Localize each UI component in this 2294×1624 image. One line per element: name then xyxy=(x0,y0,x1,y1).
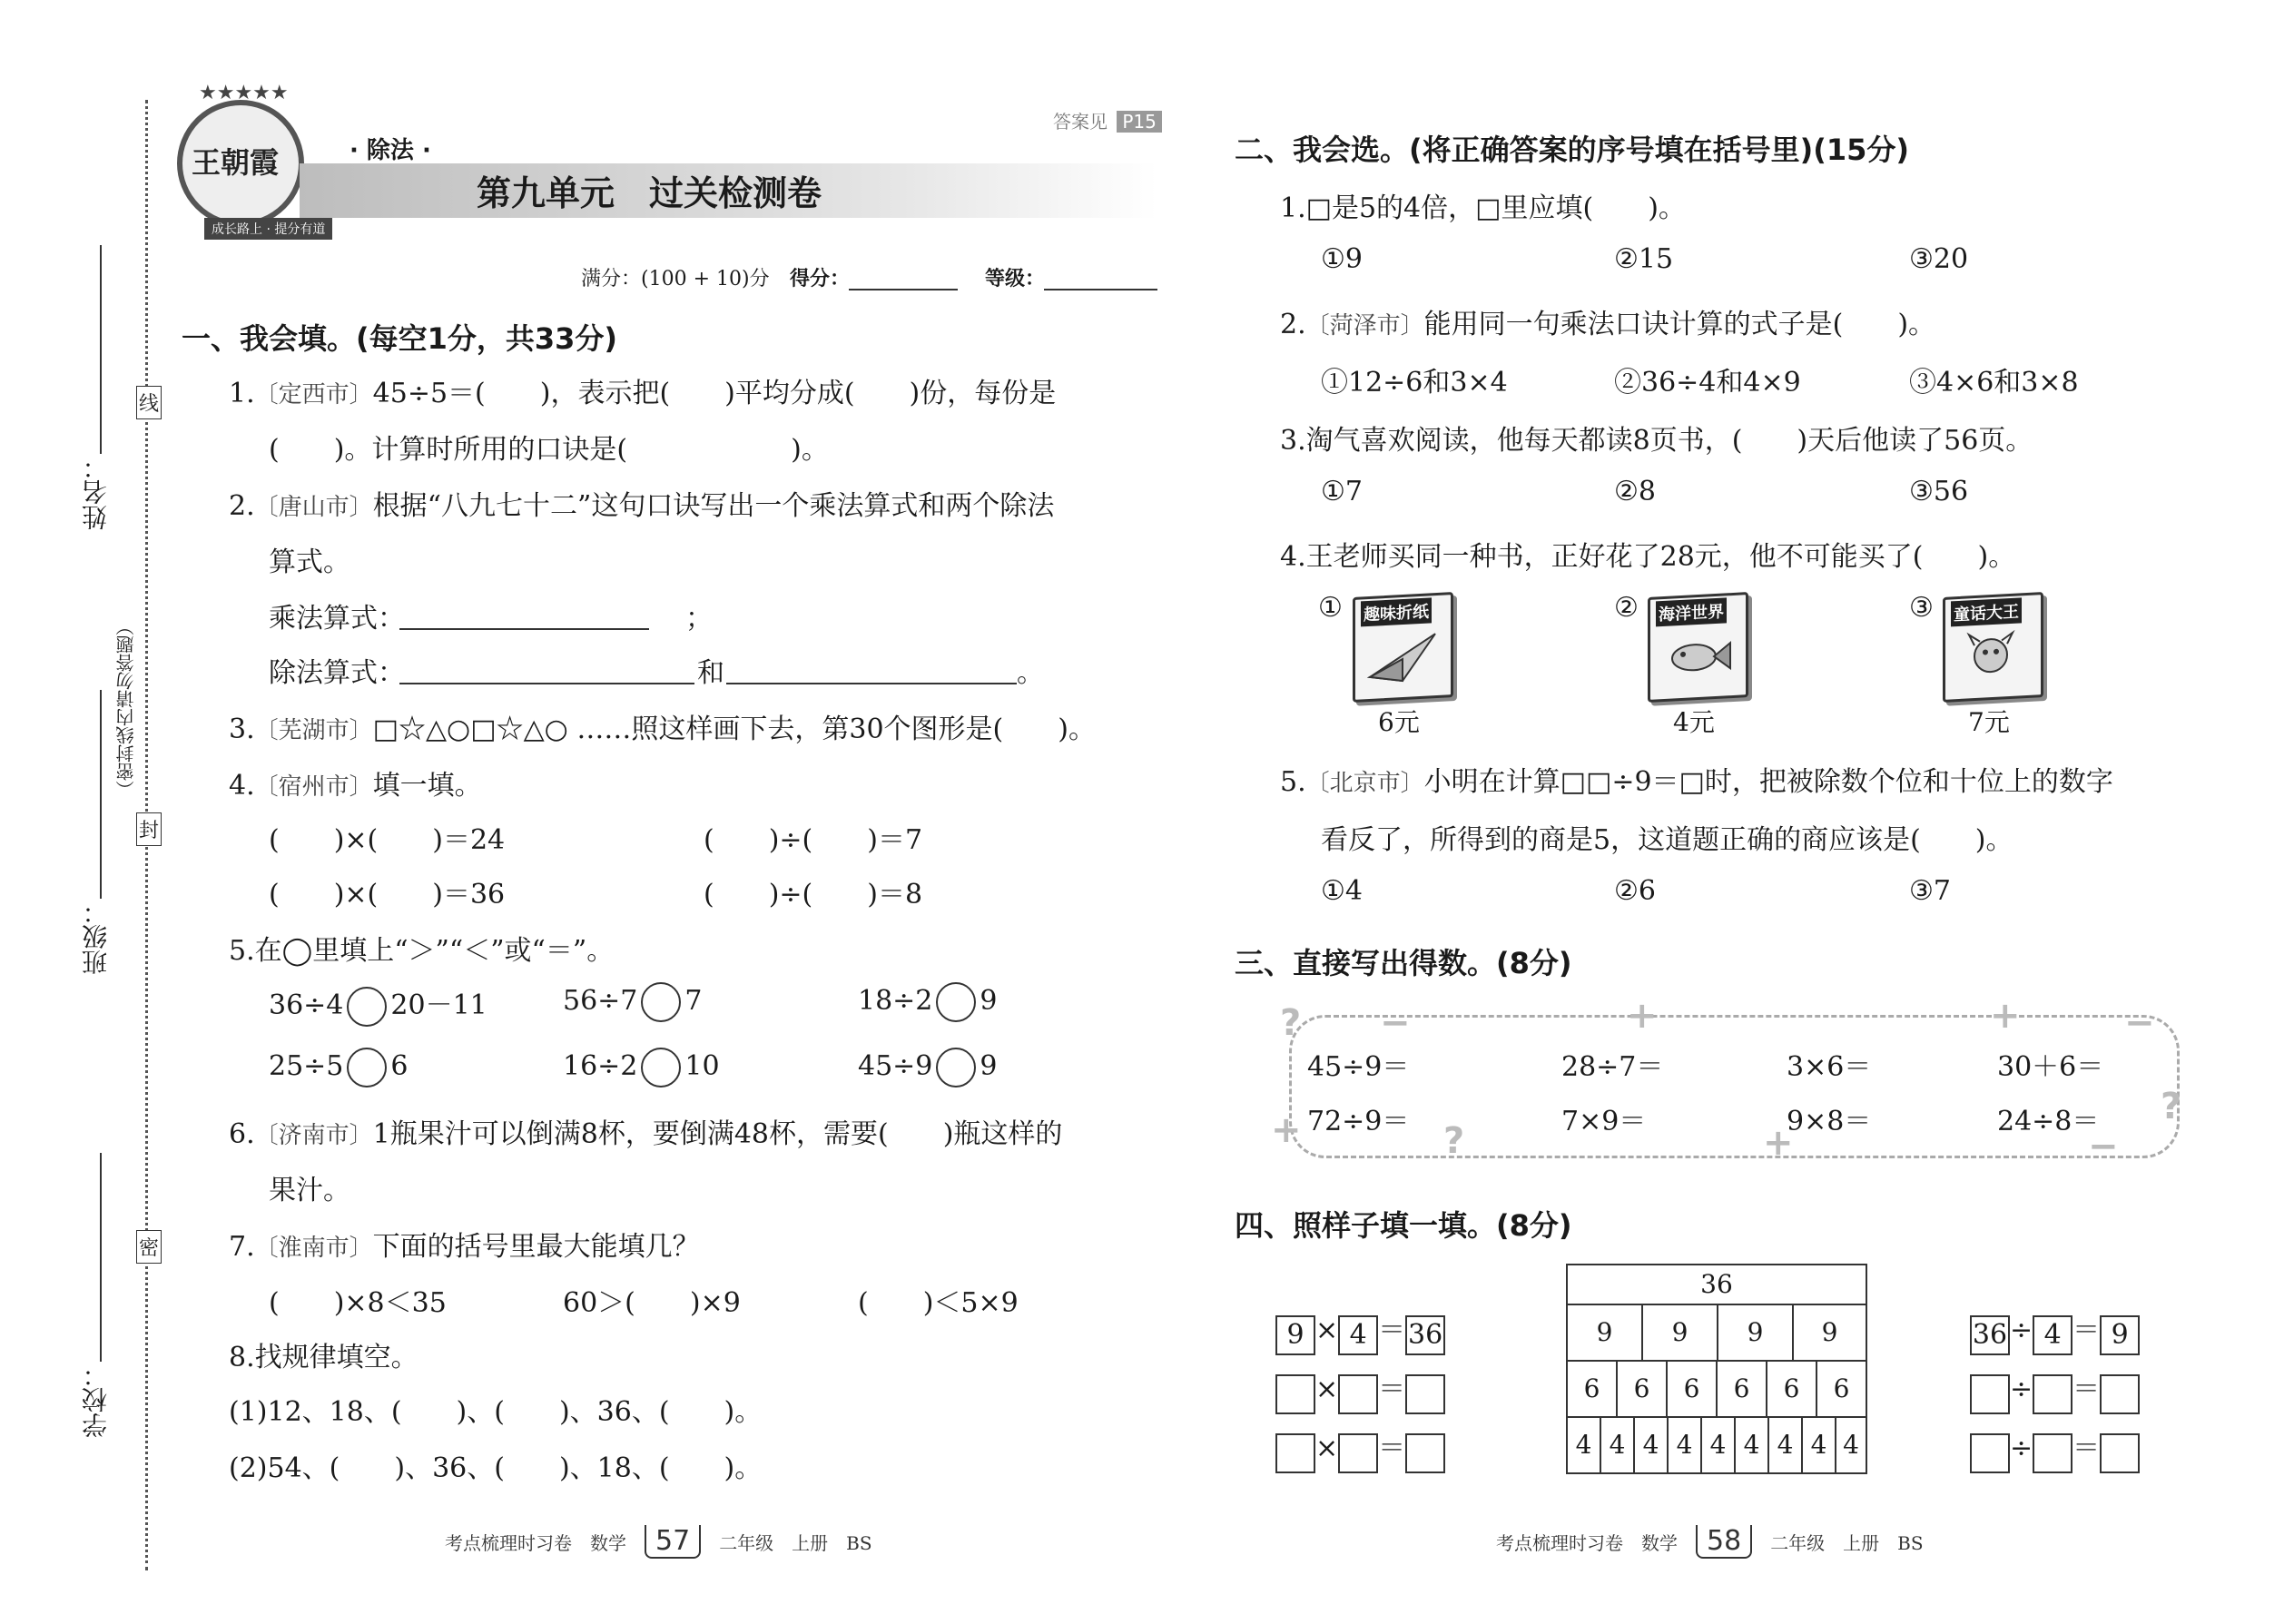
school-label: 学校： xyxy=(81,1362,111,1438)
page-number: 58 xyxy=(1696,1525,1752,1559)
q2-line2: 算式。 xyxy=(269,546,350,578)
mul-blank-1: × ＝ xyxy=(1275,1366,1445,1414)
mul-blank-2: × ＝ xyxy=(1275,1425,1445,1473)
page-title: 第九单元 过关检测卷 xyxy=(477,173,822,213)
q2-and: 和 xyxy=(697,657,724,689)
r-q5-opt2[interactable]: ②6 xyxy=(1614,875,1656,907)
book2-image xyxy=(1648,592,1748,703)
answer-ref-label: 答案见 xyxy=(1053,111,1108,133)
r-q2-line: 2.〔菏泽市〕能用同一句乘法口诀计算的式子是( )。 xyxy=(1280,309,1936,340)
r-q3-line: 3.淘气喜欢阅读，他每天都读8页书，( )天后他读了56页。 xyxy=(1280,425,2033,457)
blank-box[interactable] xyxy=(2033,1433,2072,1473)
q7-a: ( )×8＜35 xyxy=(269,1287,447,1319)
q5-item-3: 18÷2 9 xyxy=(858,982,998,1022)
calc-2: 28÷7＝ xyxy=(1561,1051,1664,1083)
calc-5: 72÷9＝ xyxy=(1307,1106,1410,1137)
plus-icon: + xyxy=(1627,995,1658,1037)
blank-box[interactable] xyxy=(1405,1433,1445,1473)
r-q2-opt1[interactable]: ①12÷6和3×4 xyxy=(1321,367,1508,399)
table-row1: 9 9 9 9 xyxy=(1566,1304,1867,1362)
blank-box[interactable] xyxy=(2100,1374,2140,1414)
q2-semicolon: ； xyxy=(685,603,713,635)
blank-box[interactable] xyxy=(1405,1374,1445,1414)
calc-4: 30＋6＝ xyxy=(1997,1051,2104,1083)
book1-price: 6元 xyxy=(1378,707,1420,737)
q5-item-4: 25÷5 6 xyxy=(269,1048,409,1088)
dragon-icon xyxy=(1956,628,2029,686)
compare-circle[interactable] xyxy=(641,1048,681,1088)
compare-circle[interactable] xyxy=(936,1048,976,1088)
div-blank-2: ÷ ＝ xyxy=(1970,1425,2140,1473)
score-label: 得分： xyxy=(790,268,851,290)
blank-box[interactable] xyxy=(2100,1433,2140,1473)
q4-a: ( )×( )＝24 xyxy=(269,824,506,856)
calc-7: 9×8＝ xyxy=(1787,1106,1872,1137)
q5-item-5: 16÷2 10 xyxy=(563,1048,720,1088)
q7-line: 7.〔淮南市〕下面的括号里最大能填几？ xyxy=(229,1231,700,1263)
brand-logo xyxy=(177,82,304,227)
q4-b: ( )÷( )＝7 xyxy=(704,824,923,856)
q2-mul-label: 乘法算式： xyxy=(269,603,405,635)
q6-line2: 果汁。 xyxy=(269,1175,350,1206)
book3-mark[interactable]: ③ xyxy=(1909,592,1934,624)
compare-circle[interactable] xyxy=(347,987,387,1027)
blank-box[interactable] xyxy=(1275,1433,1315,1473)
answer-ref xyxy=(1053,107,1162,133)
q2-mul-field[interactable] xyxy=(399,628,649,630)
calc-3: 3×6＝ xyxy=(1787,1051,1872,1083)
table-top: 36 xyxy=(1566,1264,1867,1305)
page-number: 57 xyxy=(645,1525,701,1559)
r-q3-opt3[interactable]: ③56 xyxy=(1909,476,1969,507)
div-blank-1: ÷ ＝ xyxy=(1970,1366,2140,1414)
r-q1-opt2[interactable]: ②15 xyxy=(1614,243,1674,275)
calc-1: 45÷9＝ xyxy=(1307,1051,1410,1083)
fish-icon xyxy=(1661,628,1734,686)
full-score: 满分：(100 + 10)分 xyxy=(581,268,770,290)
plus-icon: + xyxy=(1763,1122,1794,1164)
r-q5-opt1[interactable]: ①4 xyxy=(1321,875,1363,907)
q3-line: 3.〔芜湖市〕□☆△○□☆△○ ……照这样画下去，第30个图形是( )。 xyxy=(229,714,1096,745)
cut-mark-line: 线 xyxy=(136,386,162,419)
book3-price: 7元 xyxy=(1968,707,2010,737)
q1-line2: ( )。计算时所用的口诀是( )。 xyxy=(269,434,829,466)
calc-8: 24÷8＝ xyxy=(1997,1106,2100,1137)
blank-box[interactable] xyxy=(2033,1374,2072,1414)
section-tag: · 除法 · xyxy=(350,137,431,164)
r-q3-opt1[interactable]: ①7 xyxy=(1321,476,1363,507)
compare-circle[interactable] xyxy=(936,982,976,1022)
minus-icon: − xyxy=(1380,1002,1411,1044)
left-footer: 考点梳理时习卷 数学 57 二年级 上册 BS xyxy=(445,1525,872,1557)
grade-field[interactable] xyxy=(1044,289,1157,290)
school-line xyxy=(100,1153,102,1362)
minus-icon: − xyxy=(2088,1126,2119,1167)
r-q3-opt2[interactable]: ②8 xyxy=(1614,476,1656,507)
blank-box[interactable] xyxy=(1970,1433,2010,1473)
q8-a: (1)12、18、( )、( )、36、( )。 xyxy=(229,1396,763,1428)
r-q4-line: 4.王老师买同一种书，正好花了28元，他不可能买了( )。 xyxy=(1280,541,2016,573)
table-row2: 6 6 6 6 6 6 xyxy=(1566,1360,1867,1418)
r-q5-opt3[interactable]: ③7 xyxy=(1909,875,1951,907)
r-q2-opt3[interactable]: ③4×6和3×8 xyxy=(1909,367,2079,399)
blank-box[interactable] xyxy=(1338,1433,1378,1473)
r-q2-opt2[interactable]: ②36÷4和4×9 xyxy=(1614,367,1801,399)
r-q1-opt3[interactable]: ③20 xyxy=(1909,243,1969,275)
brand-stars: ★★★★★ xyxy=(199,82,289,104)
r-q5-line1: 5.〔北京市〕小明在计算□□÷9＝□时，把被除数个位和十位上的数字 xyxy=(1280,766,2113,798)
plus-icon: + xyxy=(1271,1109,1302,1151)
grade-label: 等级： xyxy=(985,268,1046,290)
class-line xyxy=(100,690,102,899)
compare-circle[interactable] xyxy=(641,982,681,1022)
q8-line: 8.找规律填空。 xyxy=(229,1342,418,1373)
score-field[interactable] xyxy=(849,289,958,290)
q7-b: 60＞( )×9 xyxy=(563,1287,741,1319)
q7-c: ( )＜5×9 xyxy=(858,1287,1019,1319)
q2-div-field-2[interactable] xyxy=(726,683,1017,684)
question-mark-icon: ? xyxy=(2161,1086,2182,1127)
brand-tagline: 成长路上 · 提分有道 xyxy=(204,218,332,240)
q2-div-label: 除法算式： xyxy=(269,657,405,689)
division-table xyxy=(1566,1264,1867,1474)
part3-title: 三、直接写出得数。(8分) xyxy=(1235,946,1572,980)
q5-line: 5.在◯里填上“＞”“＜”或“＝”。 xyxy=(229,935,615,967)
blank-box[interactable] xyxy=(1275,1374,1315,1414)
seal-note: （密封线内请勿答题） xyxy=(115,617,137,799)
part4-title: 四、照样子填一填。(8分) xyxy=(1235,1208,1572,1243)
mul-sample: 9 × 4 ＝36 xyxy=(1275,1307,1445,1355)
blank-box[interactable] xyxy=(1970,1374,2010,1414)
q1-line1: 1.〔定西市〕45÷5＝( )，表示把( )平均分成( )份，每份是 xyxy=(229,378,1057,409)
div-sample: 36÷ 4 ＝ 9 xyxy=(1970,1307,2140,1355)
paper-plane-icon xyxy=(1366,628,1439,686)
plus-icon: + xyxy=(1990,995,2021,1037)
cut-mark-seal: 封 xyxy=(136,812,162,846)
q5-item-1: 36÷4 20－11 xyxy=(269,982,487,1027)
question-mark-icon: ? xyxy=(1443,1120,1465,1162)
name-label: 姓名： xyxy=(81,454,111,530)
calc-6: 7×9＝ xyxy=(1561,1106,1647,1137)
book2-title: 海洋世界 xyxy=(1656,597,1727,626)
name-line xyxy=(100,245,102,454)
right-footer: 考点梳理时习卷 数学 58 二年级 上册 BS xyxy=(1496,1525,1924,1557)
q5-item-2: 56÷7 7 xyxy=(563,982,703,1022)
q6-line1: 6.〔济南市〕1瓶果汁可以倒满8杯，要倒满48杯，需要( )瓶这样的 xyxy=(229,1118,1063,1150)
book3-title: 童话大王 xyxy=(1951,597,2022,626)
q5-item-6: 45÷9 9 xyxy=(858,1048,998,1088)
minus-icon: − xyxy=(2124,1002,2155,1044)
q2-div-field-1[interactable] xyxy=(399,683,694,684)
book1-mark[interactable]: ① xyxy=(1318,592,1343,624)
class-label: 班级： xyxy=(81,899,111,975)
q2-end: 。 xyxy=(1017,657,1044,689)
q4-c: ( )×( )＝36 xyxy=(269,879,506,910)
part2-title: 二、我会选。(将正确答案的序号填在括号里)(15分) xyxy=(1235,133,1910,167)
r-q1-opt1[interactable]: ①9 xyxy=(1321,243,1363,275)
cut-mark-secret: 密 xyxy=(136,1230,162,1264)
r-q5-line2: 看反了，所得到的商是5，这道题正确的商应该是( )。 xyxy=(1321,824,2013,856)
book2-mark[interactable]: ② xyxy=(1614,592,1639,624)
question-mark-icon: ? xyxy=(1280,1002,1302,1044)
r-q1-line: 1.□是5的4倍，□里应填( )。 xyxy=(1280,192,1686,224)
table-row3: 4 4 4 4 4 4 4 4 4 xyxy=(1566,1416,1867,1474)
book3-image xyxy=(1943,592,2043,703)
q4-d: ( )÷( )＝8 xyxy=(704,879,923,910)
brand-name: 王朝霞 xyxy=(192,145,280,180)
compare-circle[interactable] xyxy=(347,1048,387,1088)
q2-line1: 2.〔唐山市〕根据“八九七十二”这句口诀写出一个乘法算式和两个除法 xyxy=(229,490,1055,522)
book1-image xyxy=(1353,592,1453,703)
book2-price: 4元 xyxy=(1673,707,1715,737)
blank-box[interactable] xyxy=(1338,1374,1378,1414)
part1-title: 一、我会填。(每空1分，共33分) xyxy=(182,321,618,356)
q8-b: (2)54、( )、36、( )、18、( )。 xyxy=(229,1452,763,1484)
answer-ref-page: P15 xyxy=(1117,111,1162,133)
q4-line: 4.〔宿州市〕填一填。 xyxy=(229,770,482,802)
book1-title: 趣味折纸 xyxy=(1361,597,1432,626)
